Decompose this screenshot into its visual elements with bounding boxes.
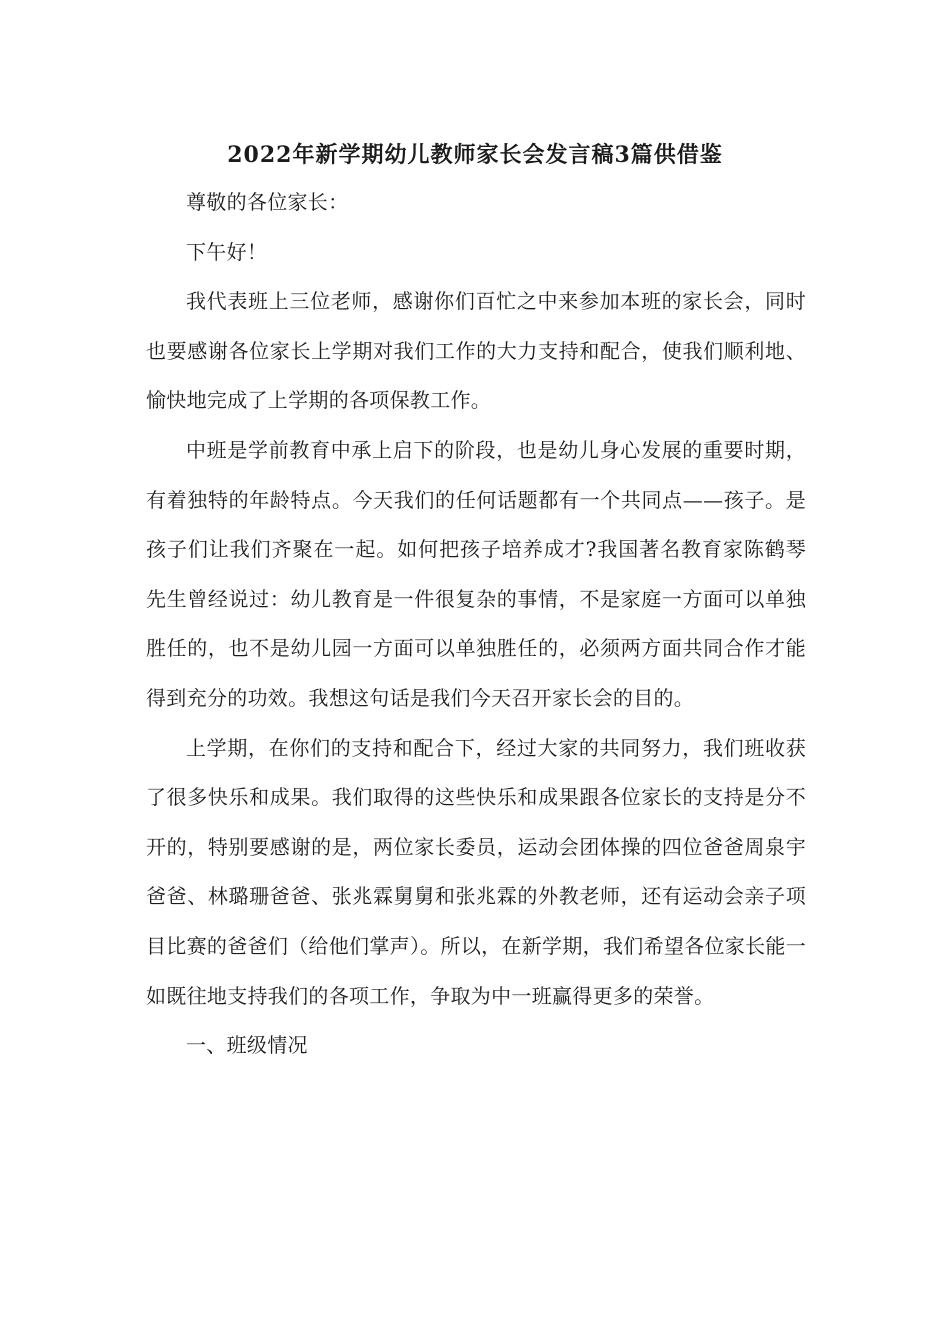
thanks-paragraph: 我代表班上三位老师，感谢你们百忙之中来参加本班的家长会，同时也要感谢各位家长上学期对我们工作的大力支持和配合，使我们顺利地、愉快地完成了上学期的各项保教工作。 <box>146 289 806 413</box>
salutation-paragraph: 尊敬的各位家长： <box>186 190 349 214</box>
middle-class-paragraph: 中班是学前教育中承上启下的阶段，也是幼儿身心发展的重要时期，有着独特的年龄特点。今天我们的任何话题都有一个共同点——孩子。是孩子们让我们齐聚在一起。如何把孩子培养成才?我国著名教育家陈鹤琴先生曾经说过：幼儿教育是一件很复杂的事情，不是家庭一方面可以单独胜任的，也不是幼儿园一方面可以单独胜任的，必须两方面共同合作才能得到充分的功效。我想这句话是我们今天召开家长会的目的。 <box>146 437 806 710</box>
last-semester-paragraph: 上学期，在你们的支持和配合下，经过大家的共同努力，我们班收获了很多快乐和成果。我们取得的这些快乐和成果跟各位家长的支持是分不开的，特别要感谢的是，两位家长委员，运动会团体操的四位爸爸周泉宇爸爸、林璐珊爸爸、张兆霖舅舅和张兆霖的外教老师，还有运动会亲子项目比赛的爸爸们（给他们掌声）。所以，在新学期，我们希望各位家长能一如既往地支持我们的各项工作，争取为中一班赢得更多的荣誉。 <box>146 735 806 1008</box>
document-title: 2022年新学期幼儿教师家长会发言稿3篇供借鉴 <box>227 142 723 168</box>
document-body <box>146 178 806 1071</box>
section-heading-class-situation: 一、班级情况 <box>186 1033 308 1058</box>
greeting-paragraph: 下午好！ <box>186 239 268 264</box>
